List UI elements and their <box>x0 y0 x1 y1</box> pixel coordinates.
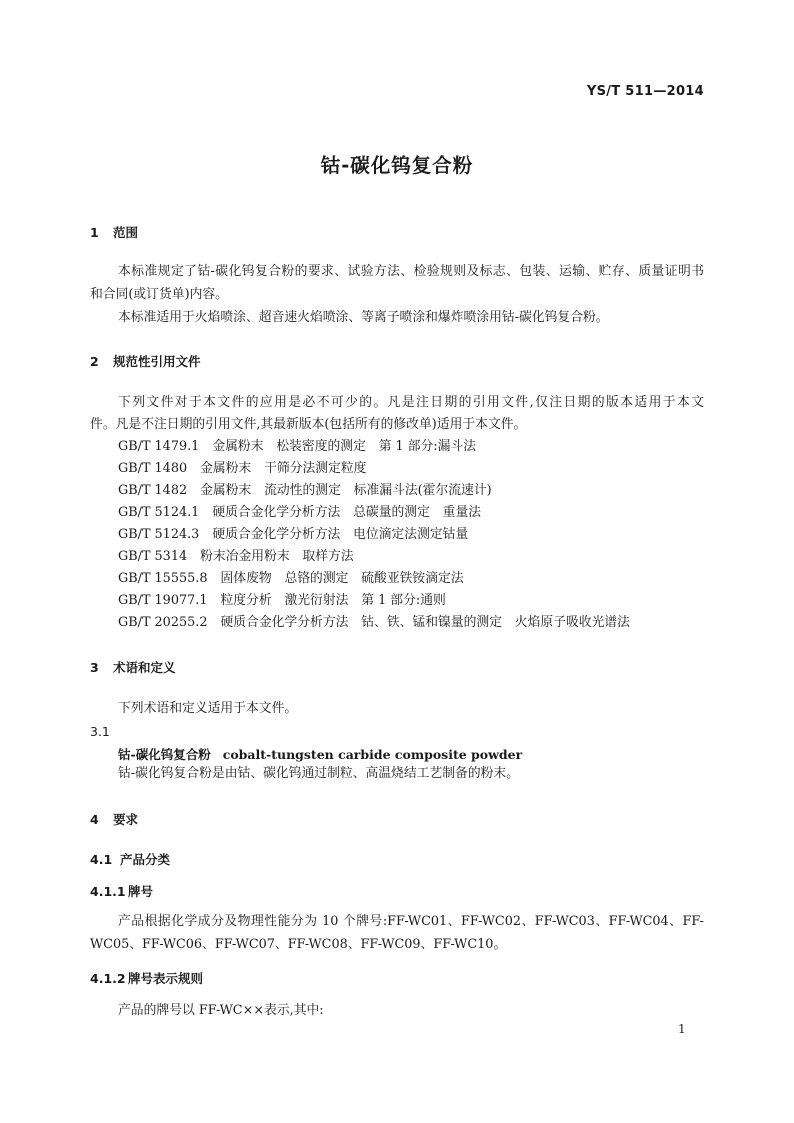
section-1-heading <box>90 223 138 241</box>
reference-code: GB/T 19077.1 <box>118 593 208 608</box>
reference-item <box>118 458 366 480</box>
section-4-heading <box>90 810 138 828</box>
reference-code: GB/T 15555.8 <box>118 571 208 586</box>
section-title: 术语和定义 <box>113 660 176 675</box>
reference-code: GB/T 5314 <box>118 549 188 564</box>
standard-code: YS/T 511—2014 <box>586 84 704 99</box>
reference-title: 粉末冶金用粉末 取样方法 <box>200 549 354 564</box>
paragraph-line: WC05、FF-WC06、FF-WC07、FF-WC08、FF-WC09、FF-WC10。 <box>90 937 507 952</box>
document-title: 钴-碳化钨复合粉 <box>320 154 474 177</box>
section-number: 2 <box>90 354 99 369</box>
reference-item <box>118 612 630 634</box>
term-number: 3.1 <box>90 724 110 739</box>
section-title: 范围 <box>113 225 139 240</box>
reference-title: 硬质合金化学分析方法 钴、铁、锰和镍量的测定 火焰原子吸收光谱法 <box>220 615 630 630</box>
reference-item <box>118 524 468 546</box>
section-3-heading <box>90 658 176 676</box>
reference-title: 金属粉末 干筛分法测定粒度 <box>200 461 367 476</box>
reference-code: GB/T 1479.1 <box>118 439 200 454</box>
reference-title: 固体废物 总铬的测定 硫酸亚铁铵滴定法 <box>220 571 464 586</box>
reference-item <box>118 590 446 612</box>
paragraph: 下列术语和定义适用于本文件。 <box>118 701 298 716</box>
reference-item <box>118 480 492 502</box>
subsection-4-1-heading <box>90 850 170 868</box>
reference-code: GB/T 20255.2 <box>118 615 208 630</box>
paragraph: 产品的牌号以 FF-WC××表示,其中: <box>118 1003 324 1018</box>
reference-item <box>118 436 476 458</box>
reference-item <box>118 568 464 590</box>
subsection-number: 4.1.1 <box>90 884 126 899</box>
section-title: 要求 <box>113 812 139 827</box>
paragraph-line: 本标准规定了钴-碳化钨复合粉的要求、试验方法、检验规则及标志、包装、运输、贮存、质量证明书 <box>118 264 704 279</box>
section-title: 规范性引用文件 <box>113 354 201 369</box>
paragraph-line: 产品根据化学成分及物理性能分为 10 个牌号:FF-WC01、FF-WC02、FF-WC03、FF-WC04、FF- <box>118 914 704 929</box>
reference-code: GB/T 1480 <box>118 461 188 476</box>
term-english: cobalt-tungsten carbide composite powder <box>222 747 523 762</box>
subsection-title: 牌号表示规则 <box>128 971 204 986</box>
term-chinese: 钴-碳化钨复合粉 <box>118 747 211 762</box>
subsection-4-1-1-heading <box>90 882 153 900</box>
subsection-number: 4.1.2 <box>90 971 126 986</box>
section-number: 1 <box>90 225 99 240</box>
reference-title: 金属粉末 流动性的测定 标准漏斗法(霍尔流速计) <box>200 483 492 498</box>
reference-code: GB/T 1482 <box>118 483 188 498</box>
reference-code: GB/T 5124.3 <box>118 527 200 542</box>
subsection-title: 牌号 <box>128 884 154 899</box>
reference-title: 硬质合金化学分析方法 电位滴定法测定钴量 <box>212 527 469 542</box>
term-heading <box>118 745 522 763</box>
reference-title: 金属粉末 松装密度的测定 第 1 部分:漏斗法 <box>212 439 477 454</box>
paragraph: 本标准适用于火焰喷涂、超音速火焰喷涂、等离子喷涂和爆炸喷涂用钴-碳化钨复合粉。 <box>118 310 609 325</box>
section-number: 3 <box>90 660 99 675</box>
subsection-4-1-2-heading <box>90 969 203 987</box>
page-number: 1 <box>678 1022 686 1036</box>
paragraph-line: 和合同(或订货单)内容。 <box>90 287 228 302</box>
term-definition: 钴-碳化钨复合粉是由钴、碳化钨通过制粒、高温烧结工艺制备的粉末。 <box>118 766 520 781</box>
paragraph-line: 件。凡是不注日期的引用文件,其最新版本(包括所有的修改单)适用于本文件。 <box>90 417 527 432</box>
reference-code: GB/T 5124.1 <box>118 505 200 520</box>
section-number: 4 <box>90 812 99 827</box>
reference-item <box>118 546 354 568</box>
subsection-title: 产品分类 <box>120 852 171 867</box>
subsection-number: 4.1 <box>90 852 113 867</box>
paragraph-line: 下列文件对于本文件的应用是必不可少的。凡是注日期的引用文件,仅注日期的版本适用于本文 <box>118 395 704 410</box>
reference-title: 硬质合金化学分析方法 总碳量的测定 重量法 <box>212 505 482 520</box>
section-2-heading <box>90 352 201 370</box>
reference-title: 粒度分析 激光衍射法 第 1 部分:通则 <box>220 593 446 608</box>
reference-item <box>118 502 481 524</box>
